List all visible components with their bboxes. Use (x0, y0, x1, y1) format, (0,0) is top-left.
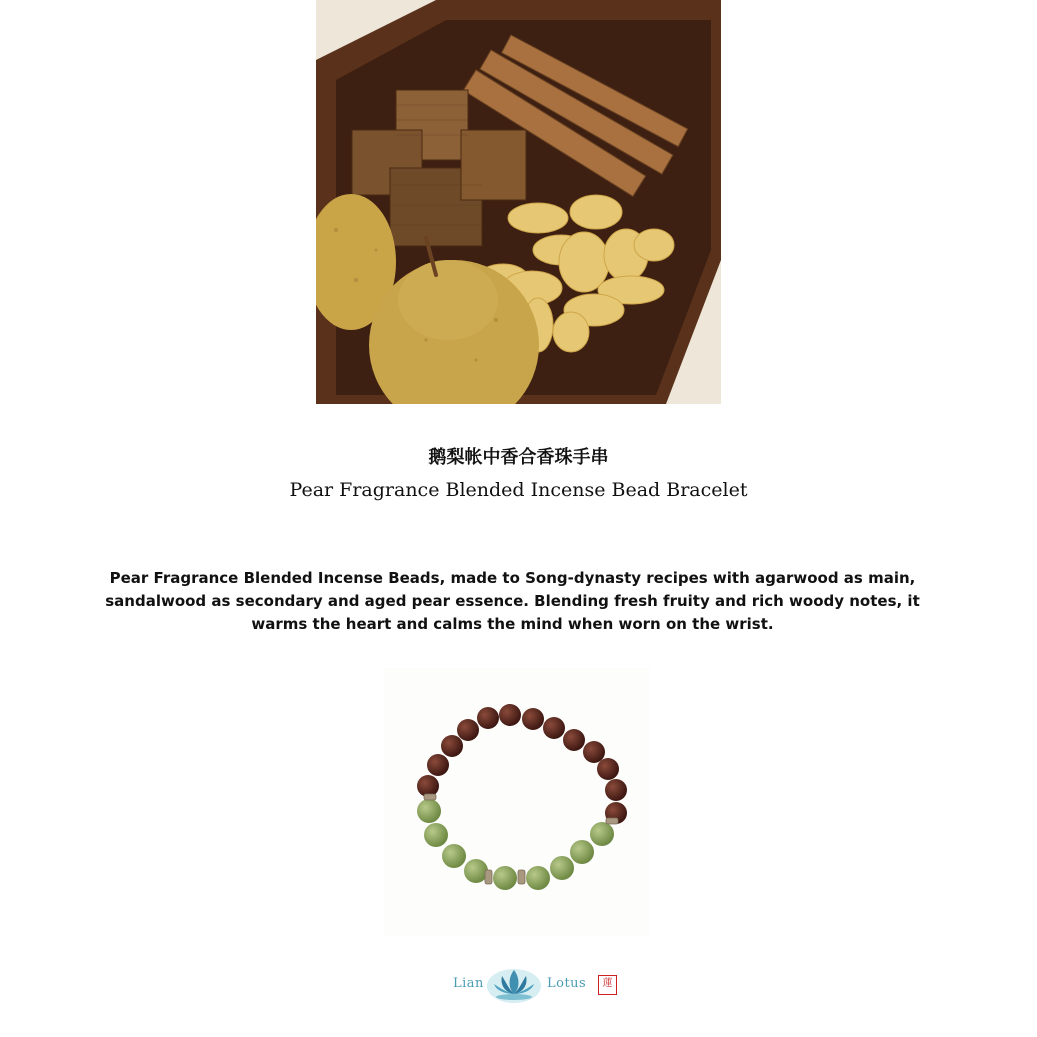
product-title-english: Pear Fragrance Blended Incense Bead Bracelet (289, 479, 748, 501)
brand-logo (440, 960, 640, 1006)
brand-word-lotus: Lotus (547, 976, 587, 991)
brand-word-lian: Lian (453, 976, 484, 991)
seal-stamp: 蓮 (598, 975, 617, 995)
bracelet-image (384, 668, 650, 936)
product-description: Pear Fragrance Blended Incense Beads, made to Song-dynasty recipes with agarwood as main, sandalwood as secondary and aged pear essence. Blending fresh fruity and rich woody notes, it warms the heart and calms the mind when worn on the wrist. (105, 569, 920, 633)
lotus-icon (486, 962, 542, 1008)
hero-image (316, 0, 721, 404)
product-title-chinese: 鹅梨帐中香合香珠手串 (428, 447, 609, 468)
